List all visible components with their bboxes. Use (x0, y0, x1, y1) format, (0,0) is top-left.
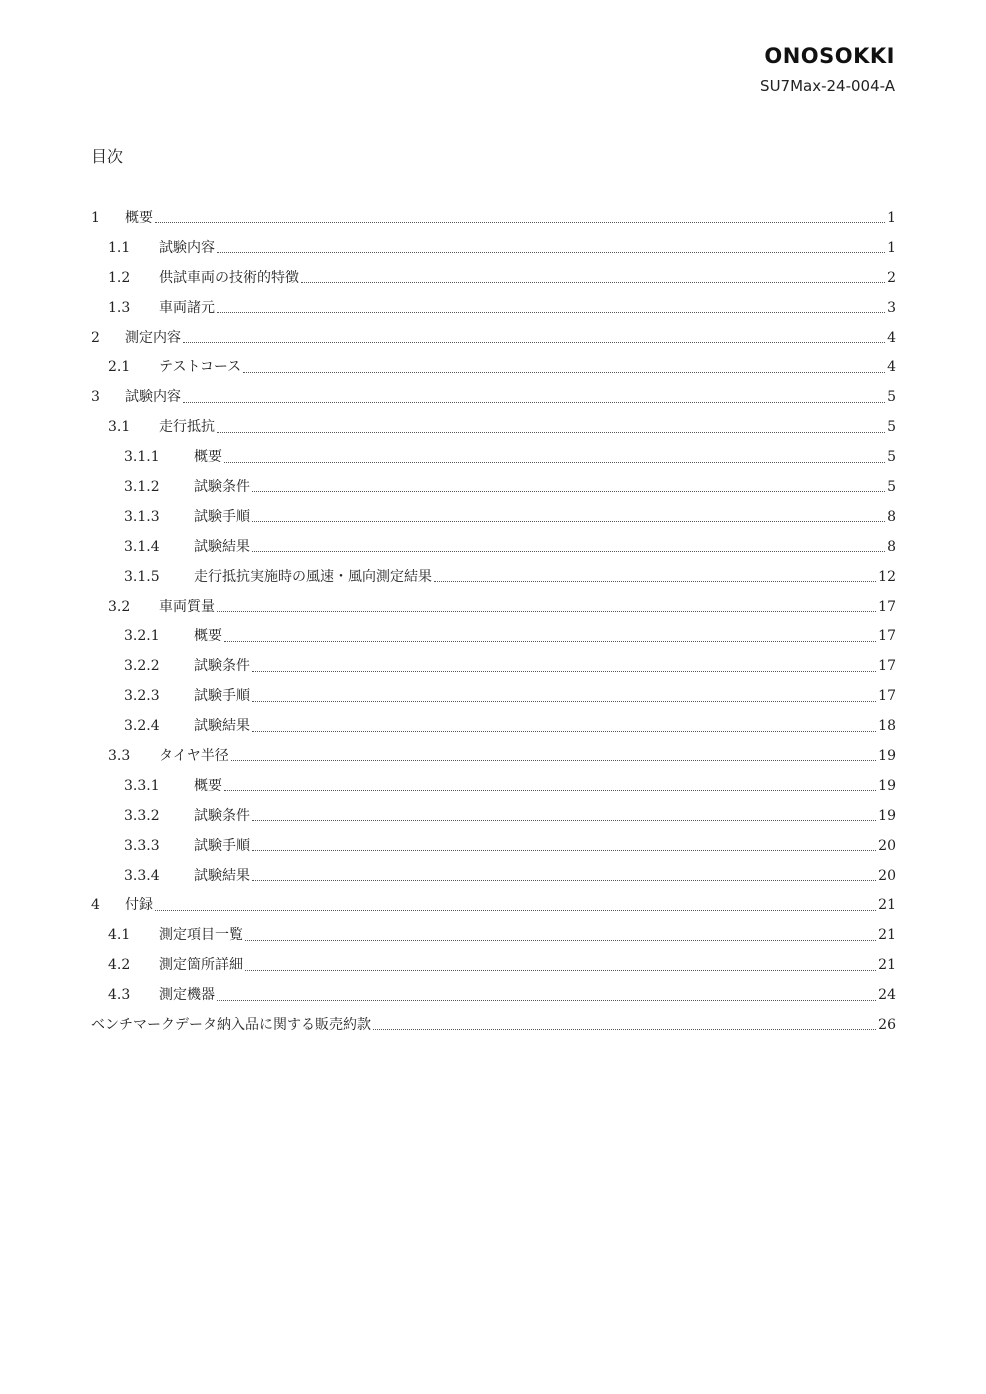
toc-entry-number: 4.2 (108, 957, 131, 974)
toc-entry[interactable] (91, 532, 896, 562)
toc-entry[interactable] (91, 382, 896, 412)
dot-leader (224, 790, 876, 791)
toc-entry-number: 3.3.4 (124, 867, 160, 884)
toc-entry-title: 車両諸元 (159, 299, 215, 316)
toc-entry-number: 3.1.2 (124, 478, 160, 495)
toc-entry-number: 3.3 (108, 747, 131, 764)
dot-leader (155, 222, 885, 223)
table-of-contents (91, 203, 896, 1040)
toc-entry[interactable] (91, 980, 896, 1010)
toc-entry[interactable] (91, 741, 896, 771)
toc-entry-title: 試験手順 (194, 837, 250, 854)
toc-entry-title: タイヤ半径 (159, 747, 229, 764)
toc-entry-title: ベンチマークデータ納入品に関する販売約款 (91, 1016, 371, 1033)
toc-entry[interactable] (91, 442, 896, 472)
toc-entry-title: 測定機器 (159, 987, 215, 1004)
toc-entry-page: 24 (878, 987, 896, 1004)
toc-entry[interactable] (91, 293, 896, 323)
toc-entry-page: 8 (887, 508, 896, 525)
dot-leader (434, 581, 876, 582)
toc-entry[interactable] (91, 233, 896, 263)
toc-entry-number: 3 (91, 389, 100, 406)
toc-entry-title: 試験条件 (194, 807, 250, 824)
document-number: SU7Max-24-004-A (760, 77, 895, 95)
toc-entry-number: 3.3.1 (124, 777, 160, 794)
dot-leader (252, 880, 876, 881)
toc-entry-title: 試験内容 (125, 389, 181, 406)
toc-entry-number: 3.2 (108, 598, 131, 615)
toc-entry-page: 5 (887, 419, 896, 436)
dot-leader (183, 342, 885, 343)
toc-entry-number: 3.1.1 (124, 449, 160, 466)
dot-leader (252, 521, 885, 522)
toc-entry[interactable] (91, 890, 896, 920)
toc-entry-number: 2.1 (108, 359, 131, 376)
toc-entry-number: 1.3 (108, 299, 131, 316)
toc-entry-title: 試験手順 (194, 688, 250, 705)
toc-entry[interactable] (91, 323, 896, 353)
toc-entry-number: 3.2.4 (124, 718, 160, 735)
dot-leader (252, 491, 885, 492)
toc-entry-page: 17 (878, 688, 896, 705)
dot-leader (217, 611, 876, 612)
toc-entry-page: 4 (887, 359, 896, 376)
toc-entry-number: 3.2.2 (124, 658, 160, 675)
toc-entry-title: 走行抵抗 (159, 419, 215, 436)
toc-entry[interactable] (91, 1010, 896, 1040)
dot-leader (252, 820, 876, 821)
toc-entry-page: 8 (887, 538, 896, 555)
toc-entry-title: 測定項目一覧 (159, 927, 243, 944)
toc-title: 目次 (91, 147, 124, 166)
toc-entry[interactable] (91, 352, 896, 382)
toc-entry-number: 3.2.1 (124, 628, 160, 645)
toc-entry-page: 5 (887, 449, 896, 466)
toc-entry-page: 12 (878, 568, 896, 585)
toc-entry-title: 付録 (125, 897, 153, 914)
toc-entry-number: 3.3.3 (124, 837, 160, 854)
dot-leader (252, 701, 876, 702)
toc-entry-page: 5 (887, 389, 896, 406)
toc-entry-page: 19 (878, 807, 896, 824)
toc-entry-number: 3.1.5 (124, 568, 160, 585)
dot-leader (217, 1000, 876, 1001)
dot-leader (245, 970, 876, 971)
toc-entry-title: 車両質量 (159, 598, 215, 615)
toc-entry-page: 21 (878, 957, 896, 974)
toc-entry-number: 3.1.3 (124, 508, 160, 525)
toc-entry-title: 試験条件 (194, 658, 250, 675)
toc-entry-number: 1.1 (108, 239, 131, 256)
toc-entry[interactable] (91, 920, 896, 950)
onosokki-logo: ONOSOKKI (764, 44, 895, 68)
toc-entry-title: 試験結果 (194, 718, 250, 735)
toc-entry-number: 1 (91, 209, 100, 226)
toc-entry-title: 概要 (125, 209, 153, 226)
toc-entry-page: 26 (878, 1016, 896, 1033)
toc-entry-number: 4.3 (108, 987, 131, 1004)
dot-leader (252, 671, 876, 672)
toc-entry-title: 試験結果 (194, 538, 250, 555)
toc-entry-page: 17 (878, 658, 896, 675)
toc-entry-number: 3.1 (108, 419, 131, 436)
toc-entry-title: 概要 (194, 449, 222, 466)
toc-entry-page: 1 (887, 239, 896, 256)
toc-entry[interactable] (91, 562, 896, 592)
dot-leader (217, 312, 885, 313)
toc-entry[interactable] (91, 681, 896, 711)
toc-entry-title: 試験内容 (159, 239, 215, 256)
toc-entry-page: 2 (887, 269, 896, 286)
toc-entry-title: テストコース (159, 359, 242, 376)
toc-entry-number: 3.2.3 (124, 688, 160, 705)
dot-leader (217, 432, 885, 433)
toc-entry[interactable] (91, 502, 896, 532)
dot-leader (373, 1029, 876, 1030)
toc-entry-number: 1.2 (108, 269, 131, 286)
toc-entry-page: 17 (878, 598, 896, 615)
toc-entry[interactable] (91, 950, 896, 980)
toc-entry-title: 測定箇所詳細 (159, 957, 243, 974)
toc-entry-page: 19 (878, 777, 896, 794)
dot-leader (217, 252, 885, 253)
toc-entry[interactable] (91, 263, 896, 293)
toc-entry-page: 20 (878, 837, 896, 854)
toc-entry-page: 21 (878, 927, 896, 944)
dot-leader (231, 760, 876, 761)
toc-entry-page: 1 (887, 209, 896, 226)
toc-entry[interactable] (91, 592, 896, 622)
dot-leader (301, 282, 885, 283)
toc-entry-page: 4 (887, 329, 896, 346)
dot-leader (155, 910, 876, 911)
toc-entry[interactable] (91, 801, 896, 831)
toc-entry-page: 20 (878, 867, 896, 884)
toc-entry-title: 試験結果 (194, 867, 250, 884)
toc-entry-title: 走行抵抗実施時の風速・風向測定結果 (194, 568, 432, 585)
toc-entry-title: 試験条件 (194, 478, 250, 495)
toc-entry-page: 18 (878, 718, 896, 735)
toc-entry-number: 4 (91, 897, 100, 914)
toc-entry-number: 3.1.4 (124, 538, 160, 555)
toc-entry-title: 概要 (194, 628, 222, 645)
dot-leader (252, 551, 885, 552)
dot-leader (224, 462, 885, 463)
toc-entry-title: 試験手順 (194, 508, 250, 525)
toc-entry[interactable] (91, 621, 896, 651)
dot-leader (183, 402, 885, 403)
toc-entry-page: 3 (887, 299, 896, 316)
toc-entry[interactable] (91, 771, 896, 801)
toc-entry[interactable] (91, 861, 896, 891)
toc-entry[interactable] (91, 831, 896, 861)
toc-entry-number: 2 (91, 329, 100, 346)
toc-entry-page: 5 (887, 478, 896, 495)
toc-entry-number: 3.3.2 (124, 807, 160, 824)
dot-leader (252, 731, 876, 732)
toc-entry-title: 測定内容 (125, 329, 181, 346)
dot-leader (224, 641, 876, 642)
dot-leader (245, 940, 876, 941)
toc-entry-title: 供試車両の技術的特徴 (159, 269, 299, 286)
toc-entry-page: 17 (878, 628, 896, 645)
toc-entry-page: 19 (878, 747, 896, 764)
toc-entry[interactable] (91, 711, 896, 741)
toc-entry[interactable] (91, 651, 896, 681)
toc-entry[interactable] (91, 472, 896, 502)
dot-leader (252, 850, 876, 851)
toc-entry-title: 概要 (194, 777, 222, 794)
toc-entry-number: 4.1 (108, 927, 131, 944)
toc-entry-page: 21 (878, 897, 896, 914)
dot-leader (243, 372, 885, 373)
toc-entry[interactable] (91, 203, 896, 233)
toc-entry[interactable] (91, 412, 896, 442)
